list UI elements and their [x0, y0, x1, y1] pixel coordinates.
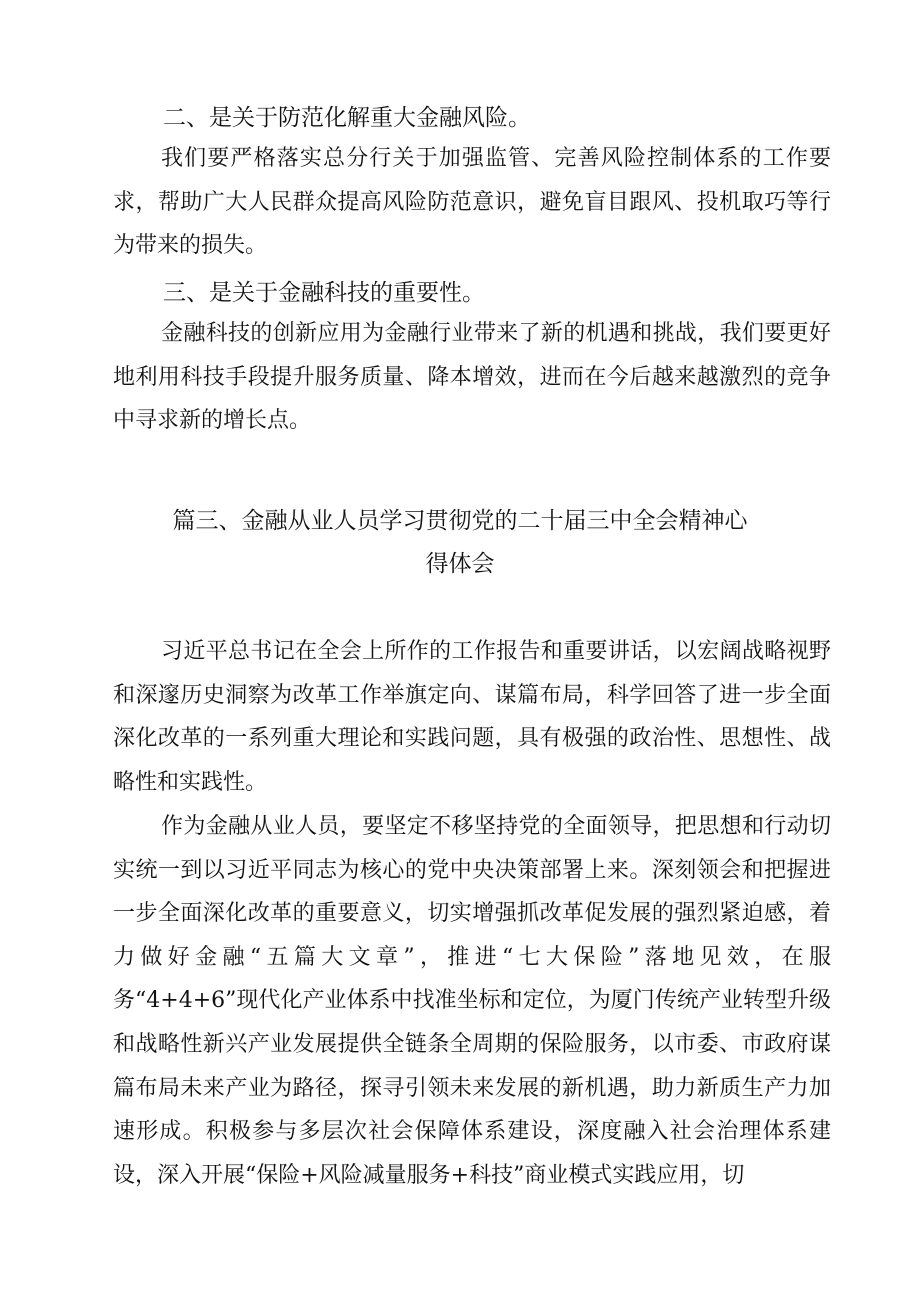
section-heading-fintech: 三、是关于金融科技的重要性。	[163, 280, 485, 306]
section-paragraph-risk: 我们要严格落实总分行关于加强监管、完善风险控制体系的工作要求，帮助广大人民群众提高风险防范意识，避免盲目跟风、投机取巧等行为带来的损失。	[113, 146, 831, 259]
article-paragraph-2: 作为金融从业人员，要坚定不移坚持党的全面领导，把思想和行动切实统一到以习近平同志为核心的党中央决策部署上来。深刻领会和把握进一步全面深化改革的重要意义，切实增强抓改革促发展的强烈紧迫感，着力做好金融“五篇大文章”，推进“七大保险”落地见效，在服务“4+4+6”现代化产业体系中找准坐标和定位，为厦门传统产业转型升级和战略性新兴产业发展提供全链条全周期的保险服务，以市委、市政府谋篇布局未来产业为路径，探寻引领未来发展的新机遇，助力新质生产力加速形成。积极参与多层次社会保障体系建设，深度融入社会治理体系建设，深入开展“保险+风险减量服务+科技”商业模式实践应用，切	[113, 814, 831, 1188]
section-heading-risk: 二、是关于防范化解重大金融风险。	[163, 105, 531, 131]
article-paragraph-1: 习近平总书记在全会上所作的工作报告和重要讲话，以宏阔战略视野和深邃历史洞察为改革工作举旗定向、谋篇布局，科学回答了进一步全面深化改革的一系列重大理论和实践问题，具有极强的政治性、思想性、战略性和实践性。	[113, 639, 831, 795]
article-title-line-2: 得体会	[425, 551, 495, 577]
section-paragraph-fintech: 金融科技的创新应用为金融行业带来了新的机遇和挑战，我们要更好地利用科技手段提升服务质量、降本增效，进而在今后越来越激烈的竞争中寻求新的增长点。	[113, 321, 831, 434]
article-title-line-1: 篇三、金融从业人员学习贯彻党的二十届三中全会精神心	[172, 508, 748, 534]
